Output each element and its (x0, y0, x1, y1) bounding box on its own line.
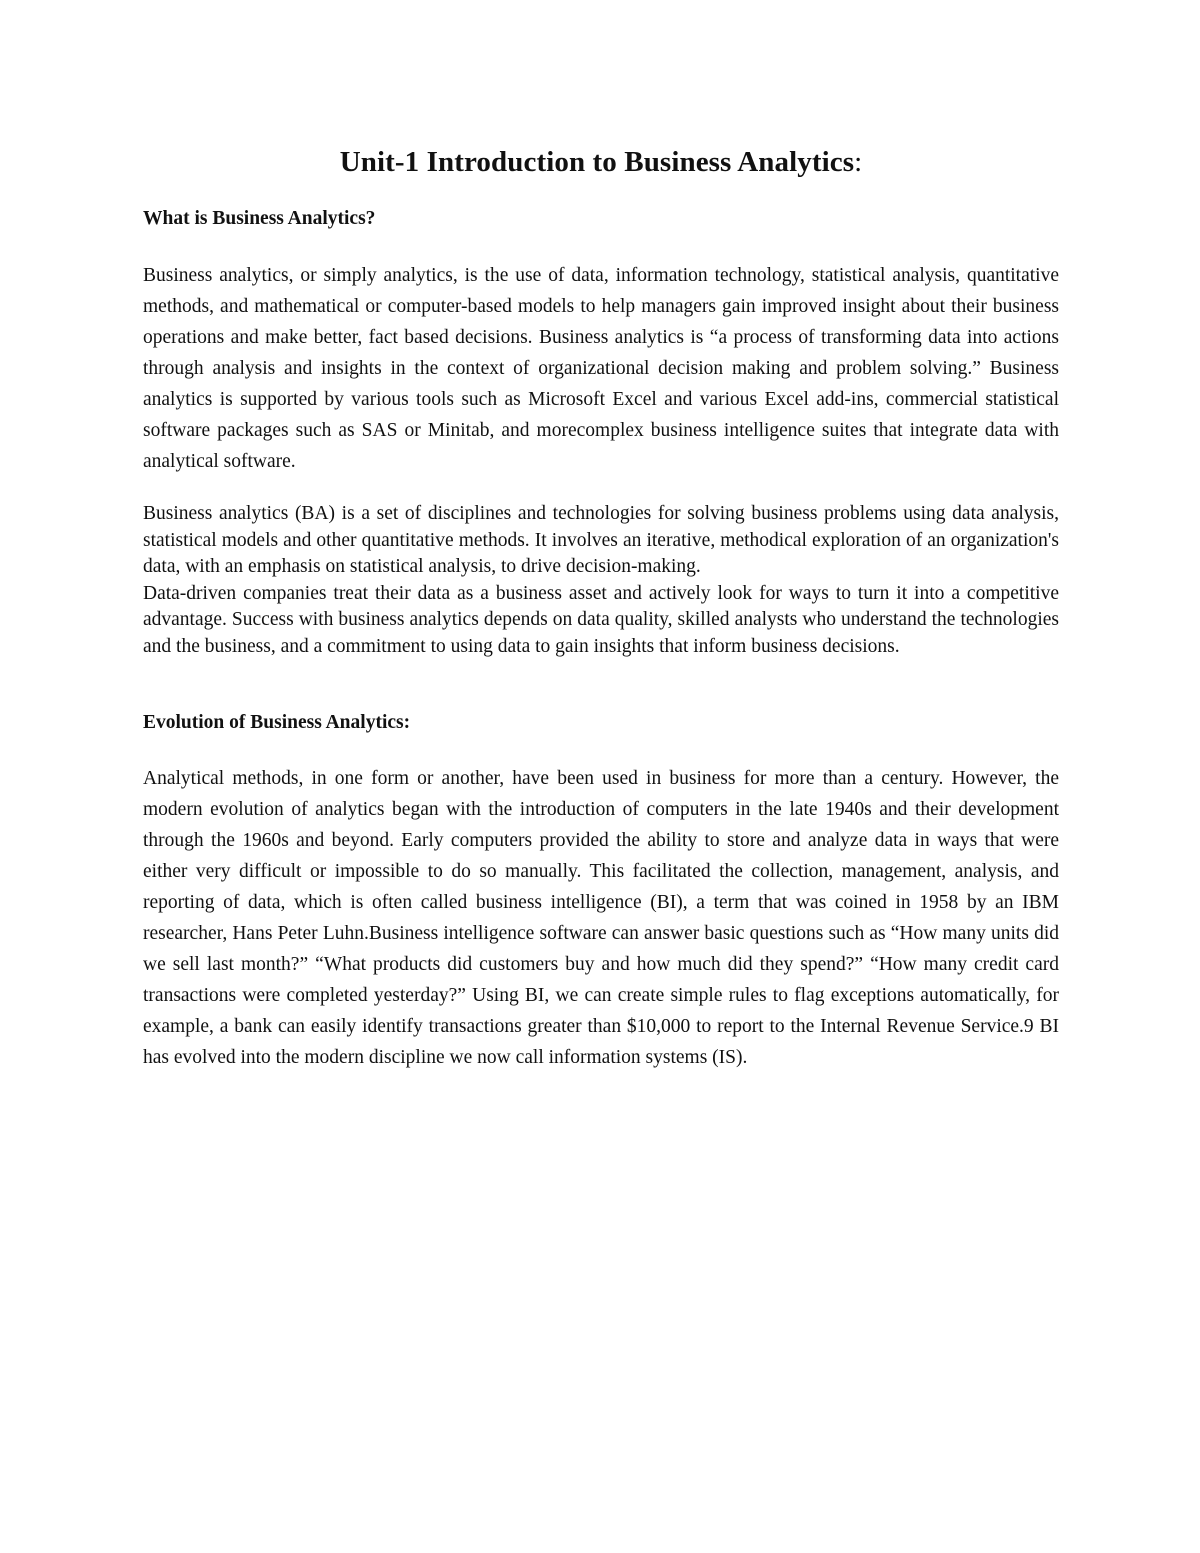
document-title-text: Unit-1 Introduction to Business Analytics (339, 146, 855, 178)
document-title-colon: : (854, 146, 863, 178)
section-heading-what-is-ba: What is Business Analytics? (143, 208, 376, 229)
paragraph-definition: Business analytics, or simply analytics, is the use of data, information technology, statistical analysis, quantitative methods, and mathematical or computer-based models to help managers gain improved insight about their business operations and make better, fact based decisions. Business analytics is “a process of transforming data into actions through analysis and insights in the context of organizational decision making and problem solving.” Business analytics is supported by various tools such as Microsoft Excel and various Excel add-ins, commercial statistical software packages such as SAS or Minitab, and morecomplex business intelligence suites that integrate data with analytical software. (143, 265, 1059, 472)
document-body (143, 140, 1059, 1073)
paragraph-evolution: Analytical methods, in one form or another, have been used in business for more than a century. However, the modern evolution of analytics began with the introduction of computers in the late 1940s and their development through the 1960s and beyond. Early computers provided the ability to store and analyze data in ways that were either very difficult or impossible to do so manually. This facilitated the collection, management, analysis, and reporting of data, which is often called business intelligence (BI), a term that was coined in 1958 by an IBM researcher, Hans Peter Luhn.Business intelligence software can answer basic questions such as “How many units did we sell last month?” “What products did customers buy and how much did they spend?” “How many credit card transactions were completed yesterday?” Using BI, we can create simple rules to flag exceptions automatically, for example, a bank can easily identify transactions greater than $10,000 to report to the Internal Revenue Service.9 BI has evolved into the modern discipline we now call information systems (IS). (143, 768, 1059, 1068)
paragraph-data-driven: Data-driven companies treat their data as a business asset and actively look for ways to turn it into a competitive advantage. Success with business analytics depends on data quality, skilled analysts who understand the technologies and the business, and a commitment to using data to gain insights that inform business decisions. (143, 582, 1059, 657)
document-title (143, 140, 1059, 184)
section-heading-evolution: Evolution of Business Analytics: (143, 712, 411, 733)
paragraph-ba-disciplines: Business analytics (BA) is a set of disciplines and technologies for solving business problems using data analysis, statistical models and other quantitative methods. It involves an iterative, methodical exploration of an organization's data, with an emphasis on statistical analysis, to drive decision-making. (143, 503, 1059, 577)
